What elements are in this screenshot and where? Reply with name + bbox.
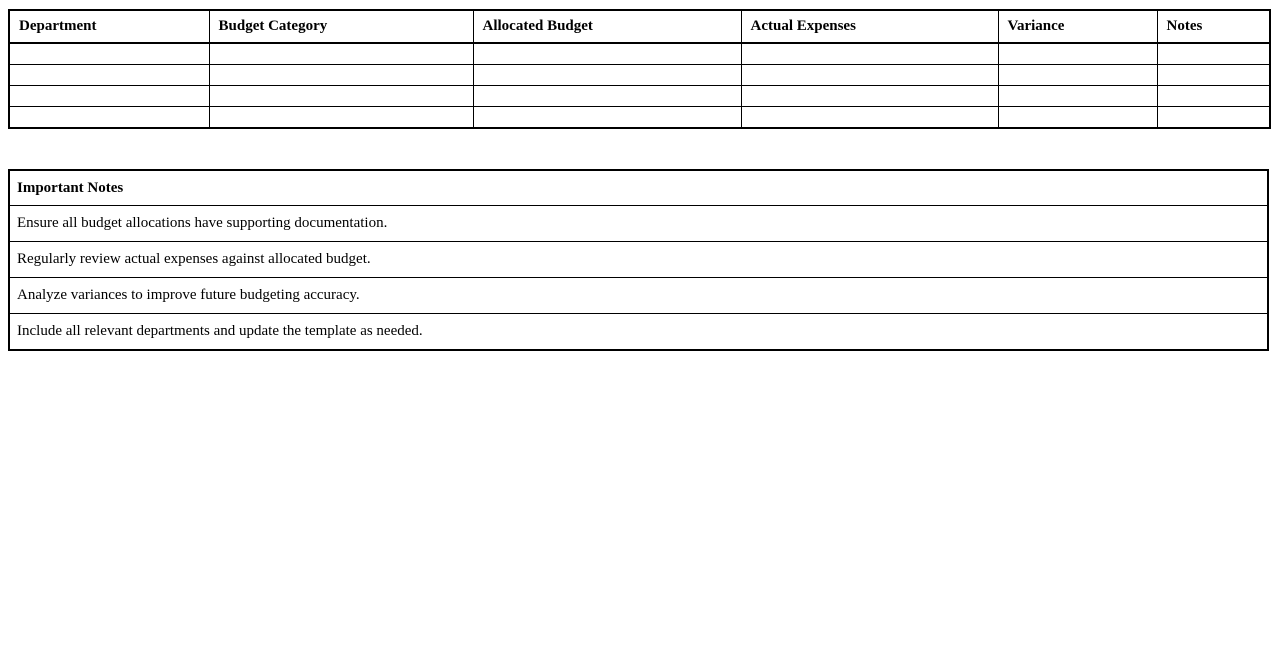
note-item-1: Ensure all budget allocations have supporting documentation. (9, 206, 1268, 242)
note-item-2: Regularly review actual expenses against allocated budget. (9, 242, 1268, 278)
header-department: Department (9, 10, 209, 43)
budget-table-row-4 (9, 107, 1270, 129)
notes-title-row (9, 170, 1268, 206)
cell-variance-2[interactable] (998, 65, 1157, 86)
cell-allocated-budget-4[interactable] (473, 107, 741, 129)
note-item-4: Include all relevant departments and update the template as needed. (9, 314, 1268, 351)
header-budget-category: Budget Category (209, 10, 473, 43)
cell-notes-1[interactable] (1157, 43, 1270, 65)
cell-budget-category-1[interactable] (209, 43, 473, 65)
cell-notes-4[interactable] (1157, 107, 1270, 129)
header-allocated-budget: Allocated Budget (473, 10, 741, 43)
cell-notes-3[interactable] (1157, 86, 1270, 107)
cell-variance-4[interactable] (998, 107, 1157, 129)
cell-allocated-budget-2[interactable] (473, 65, 741, 86)
cell-allocated-budget-3[interactable] (473, 86, 741, 107)
budget-table (8, 9, 1271, 129)
cell-budget-category-2[interactable] (209, 65, 473, 86)
budget-table-row-2 (9, 65, 1270, 86)
cell-actual-expenses-2[interactable] (741, 65, 998, 86)
cell-department-3[interactable] (9, 86, 209, 107)
note-item-3: Analyze variances to improve future budgeting accuracy. (9, 278, 1268, 314)
note-row-2 (9, 242, 1268, 278)
cell-department-1[interactable] (9, 43, 209, 65)
cell-notes-2[interactable] (1157, 65, 1270, 86)
cell-variance-1[interactable] (998, 43, 1157, 65)
cell-allocated-budget-1[interactable] (473, 43, 741, 65)
important-notes-table (8, 169, 1269, 351)
header-variance: Variance (998, 10, 1157, 43)
budget-table-row-3 (9, 86, 1270, 107)
note-row-3 (9, 278, 1268, 314)
cell-variance-3[interactable] (998, 86, 1157, 107)
cell-department-2[interactable] (9, 65, 209, 86)
header-notes: Notes (1157, 10, 1270, 43)
cell-department-4[interactable] (9, 107, 209, 129)
note-row-1 (9, 206, 1268, 242)
cell-actual-expenses-4[interactable] (741, 107, 998, 129)
note-row-4 (9, 314, 1268, 351)
budget-table-row-1 (9, 43, 1270, 65)
budget-table-header-row (9, 10, 1270, 43)
cell-budget-category-3[interactable] (209, 86, 473, 107)
cell-actual-expenses-3[interactable] (741, 86, 998, 107)
cell-actual-expenses-1[interactable] (741, 43, 998, 65)
cell-budget-category-4[interactable] (209, 107, 473, 129)
header-actual-expenses: Actual Expenses (741, 10, 998, 43)
notes-title: Important Notes (9, 170, 1268, 206)
